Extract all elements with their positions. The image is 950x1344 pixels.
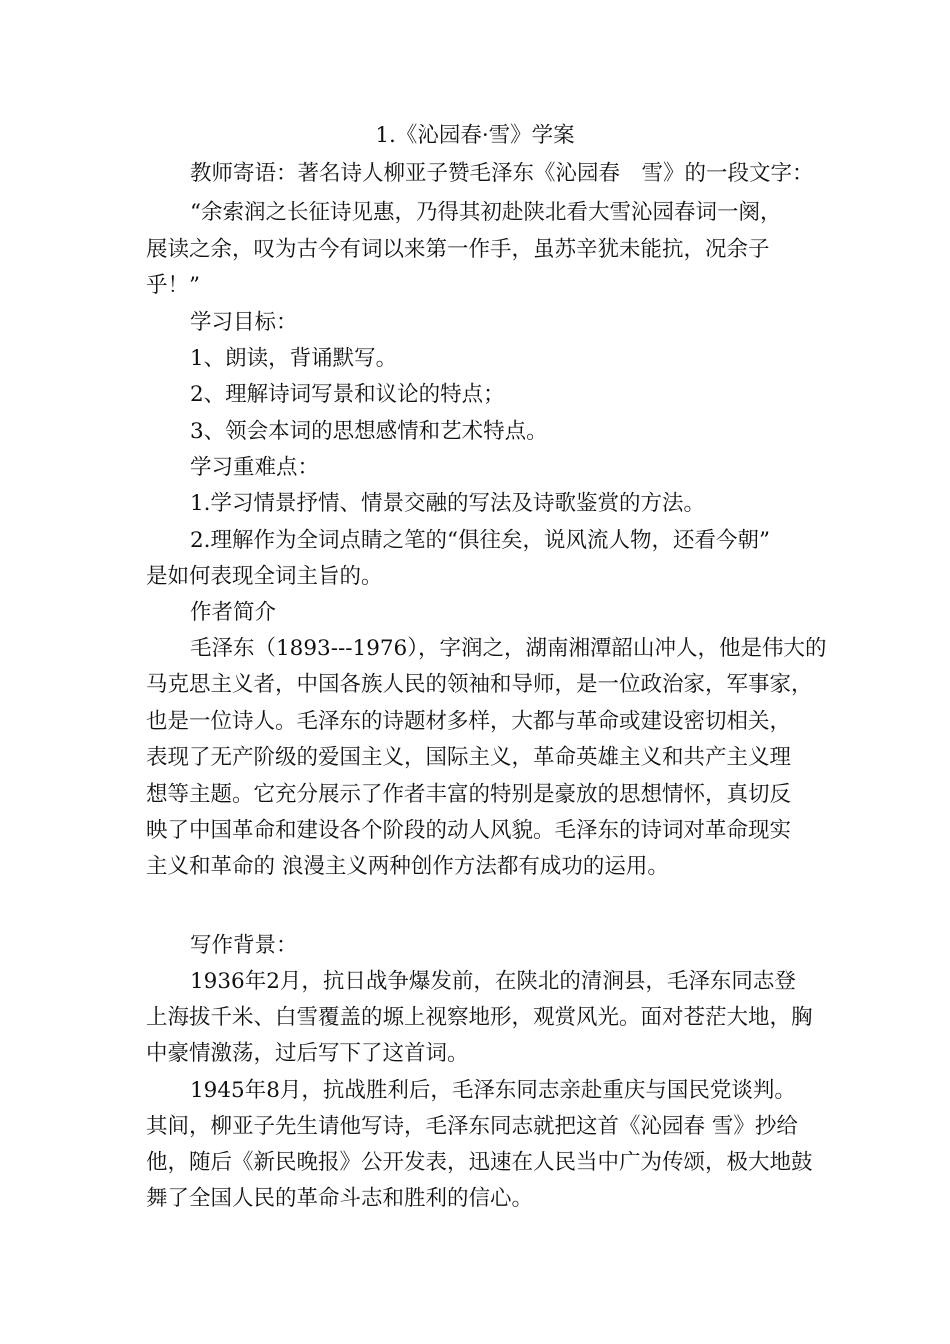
goal-item: 3、领会本词的思想感情和艺术特点。 bbox=[190, 419, 548, 444]
author-paragraph-line: 表现了无产阶级的爱国主义，国际主义，革命英雄主义和共产主义理 bbox=[146, 745, 792, 770]
key-point-item: 1.学习情景抒情、情景交融的写法及诗歌鉴赏的方法。 bbox=[190, 491, 706, 516]
author-paragraph-line: 也是一位诗人。毛泽东的诗题材多样，大都与革命或建设密切相关， bbox=[146, 709, 792, 734]
background-paragraph-line: 1945年8月，抗战胜利后，毛泽东同志亲赴重庆与国民党谈判。 bbox=[190, 1078, 796, 1103]
background-paragraph-line: 舞了全国人民的革命斗志和胜利的信心。 bbox=[146, 1186, 534, 1211]
key-point-item: 是如何表现全词主旨的。 bbox=[146, 564, 383, 589]
teacher-message-line: 教师寄语：著名诗人柳亚子赞毛泽东《沁园春 雪》的一段文字： bbox=[190, 161, 814, 186]
section-heading-goals: 学习目标： bbox=[190, 310, 298, 335]
key-point-item: 2.理解作为全词点睛之笔的“俱往矣，说风流人物，还看今朝” bbox=[190, 528, 770, 553]
quote-line: 展读之余，叹为古今有词以来第一作手，虽苏辛犹未能抗，况余子 bbox=[146, 237, 770, 262]
background-paragraph-line: 1936年2月，抗日战争爆发前，在陕北的清涧县，毛泽东同志登 bbox=[190, 969, 796, 994]
author-paragraph-line: 映了中国革命和建设各个阶段的动人风貌。毛泽东的诗词对革命现实 bbox=[146, 818, 792, 843]
author-paragraph-line: 马克思主义者，中国各族人民的领袖和导师，是一位政治家，军事家， bbox=[146, 672, 813, 697]
quote-line: “余索润之长征诗见惠，乃得其初赴陕北看大雪沁园春词一阕， bbox=[190, 200, 782, 225]
section-heading-author: 作者简介 bbox=[190, 600, 277, 625]
quote-line: 乎！” bbox=[146, 273, 200, 298]
section-heading-key-points: 学习重难点： bbox=[190, 455, 320, 480]
section-heading-background: 写作背景： bbox=[190, 933, 298, 958]
goal-item: 1、朗读，背诵默写。 bbox=[190, 346, 398, 371]
background-paragraph-line: 其间，柳亚子先生请他写诗，毛泽东同志就把这首《沁园春 雪》抄给 bbox=[146, 1114, 798, 1139]
author-paragraph-line: 主义和革命的 浪漫主义两种创作方法都有成功的运用。 bbox=[146, 854, 669, 879]
author-paragraph-line: 想等主题。它充分展示了作者丰富的特别是豪放的思想情怀，真切反 bbox=[146, 782, 792, 807]
document-title: 1.《沁园春·雪》学案 bbox=[375, 123, 575, 148]
background-paragraph-line: 他，随后《新民晚报》公开发表，迅速在人民当中广为传颂，极大地鼓 bbox=[146, 1150, 813, 1175]
background-paragraph-line: 中豪情激荡，过后写下了这首词。 bbox=[146, 1041, 469, 1066]
background-paragraph-line: 上海拔千米、白雪覆盖的塬上视察地形，观赏风光。面对苍茫大地，胸 bbox=[146, 1005, 813, 1030]
author-paragraph-line: 毛泽东（1893---1976），字润之，湖南湘潭韶山冲人，他是伟大的 bbox=[190, 636, 827, 661]
goal-item: 2、理解诗词写景和议论的特点； bbox=[190, 382, 505, 407]
